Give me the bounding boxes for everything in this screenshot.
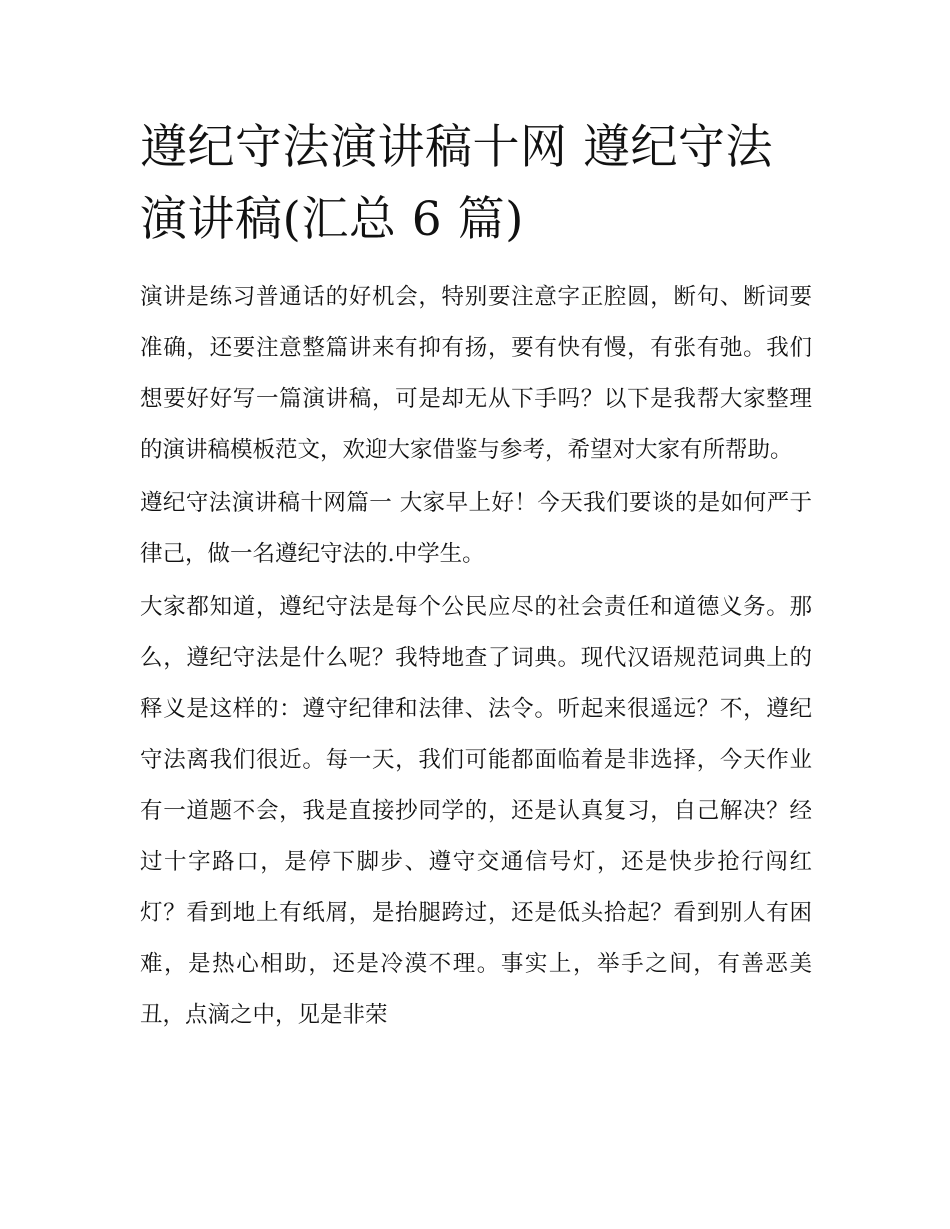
- paragraph-speech-body: 大家都知道，遵纪守法是每个公民应尽的社会责任和道德义务。那么，遵纪守法是什么呢？我特地查了词典。现代汉语规范词典上的释义是这样的：遵守纪律和法律、法令。听起来很遥远？不，遵纪守法离我们很近。每一天，我们可能都面临着是非选择，今天作业有一道题不会，我是直接抄同学的，还是认真复习，自己解决？经过十字路口，是停下脚步、遵守交通信号灯，还是快步抢行闯红灯？看到地上有纸屑，是抬腿跨过，还是低头拾起？看到别人有困难，是热心相助，还是冷漠不理。事实上，举手之间，有善恶美丑，点滴之中，见是非荣: [140, 594, 812, 1028]
- paragraph-speech-opening: 遵纪守法演讲稿十网篇一 大家早上好！今天我们要谈的是如何严于律己，做一名遵纪守法的.中学生。: [140, 490, 812, 567]
- document-title: 遵纪守法演讲稿十网 遵纪守法演讲稿(汇总 6 篇): [140, 120, 773, 247]
- document-body: [140, 112, 812, 1043]
- paragraph-intro: 演讲是练习普通话的好机会，特别要注意字正腔圆，断句、断词要准确，还要注意整篇讲来有抑有扬，要有快有慢，有张有弛。我们想要好好写一篇演讲稿，可是却无从下手吗？以下是我帮大家整理的演讲稿模板范文，欢迎大家借鉴与参考，希望对大家有所帮助。: [140, 284, 812, 463]
